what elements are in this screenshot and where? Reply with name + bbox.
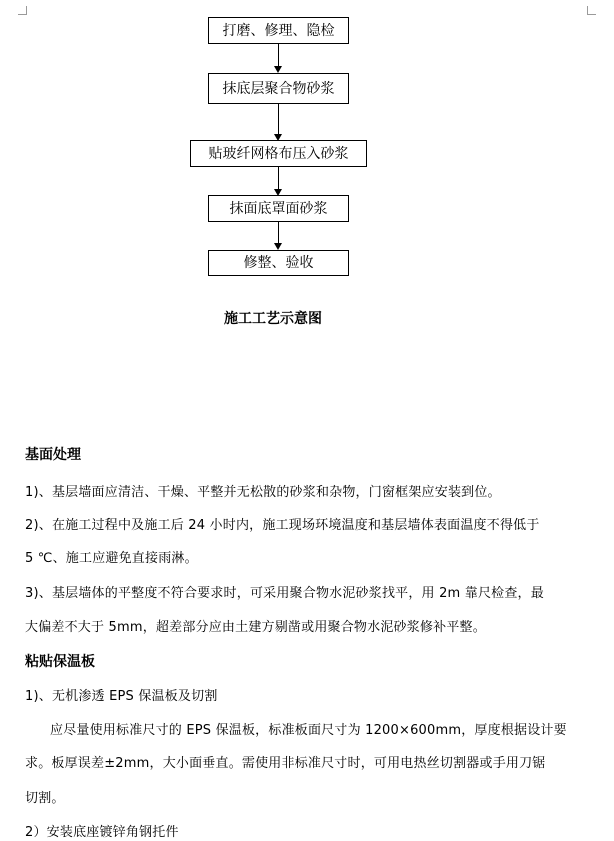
board-line-5: 2）安装底座镀锌角钢托件: [25, 825, 179, 840]
base-line-3: 5 ℃、施工应避免直接雨淋。: [25, 551, 198, 566]
base-line-2: 2)、在施工过程中及施工后 24 小时内，施工现场环境温度和基层墙体表面温度不得低于: [25, 518, 540, 533]
section-title-board: 粘贴保温板: [25, 654, 95, 670]
board-line-2: 应尽量使用标准尺寸的 EPS 保温板，标准板面尺寸为 1200×600mm，厚度根据设计要: [50, 723, 567, 738]
flow-step-4: 抹面底罩面砂浆: [208, 195, 349, 222]
flow-arrow-line-2: [278, 104, 279, 136]
base-line-4: 3)、基层墙体的平整度不符合要求时，可采用聚合物水泥砂浆找平，用 2m 靠尺检查，最: [25, 586, 544, 601]
flow-arrow-line-3: [278, 167, 279, 191]
flow-step-5: 修整、验收: [208, 250, 349, 276]
page-corner-mark-right: [587, 6, 596, 15]
board-line-4: 切割。: [25, 791, 65, 806]
flow-arrow-head-4: [274, 243, 282, 250]
page-corner-mark-left: [18, 6, 27, 15]
base-line-1: 1)、基层墙面应清洁、干燥、平整并无松散的砂浆和杂物，门窗框架应安装到位。: [25, 485, 501, 500]
flow-arrow-line-4: [278, 222, 279, 245]
flow-arrow-head-1: [274, 66, 282, 73]
base-line-5: 大偏差不大于 5mm，超差部分应由土建方剔凿或用聚合物水泥砂浆修补平整。: [25, 620, 486, 635]
board-line-1: 1)、无机渗透 EPS 保温板及切割: [25, 689, 218, 704]
flow-step-2: 抹底层聚合物砂浆: [208, 73, 349, 104]
board-line-3: 求。板厚误差±2mm，大小面垂直。需使用非标准尺寸时，可用电热丝切割器或手用刀锯: [25, 756, 546, 771]
flow-arrow-line-1: [278, 44, 279, 68]
flow-step-1: 打磨、修理、隐检: [208, 17, 349, 44]
flow-step-3: 贴玻纤网格布压入砂浆: [190, 140, 367, 167]
section-title-base: 基面处理: [25, 447, 81, 463]
flowchart-caption: 施工工艺示意图: [224, 311, 322, 327]
